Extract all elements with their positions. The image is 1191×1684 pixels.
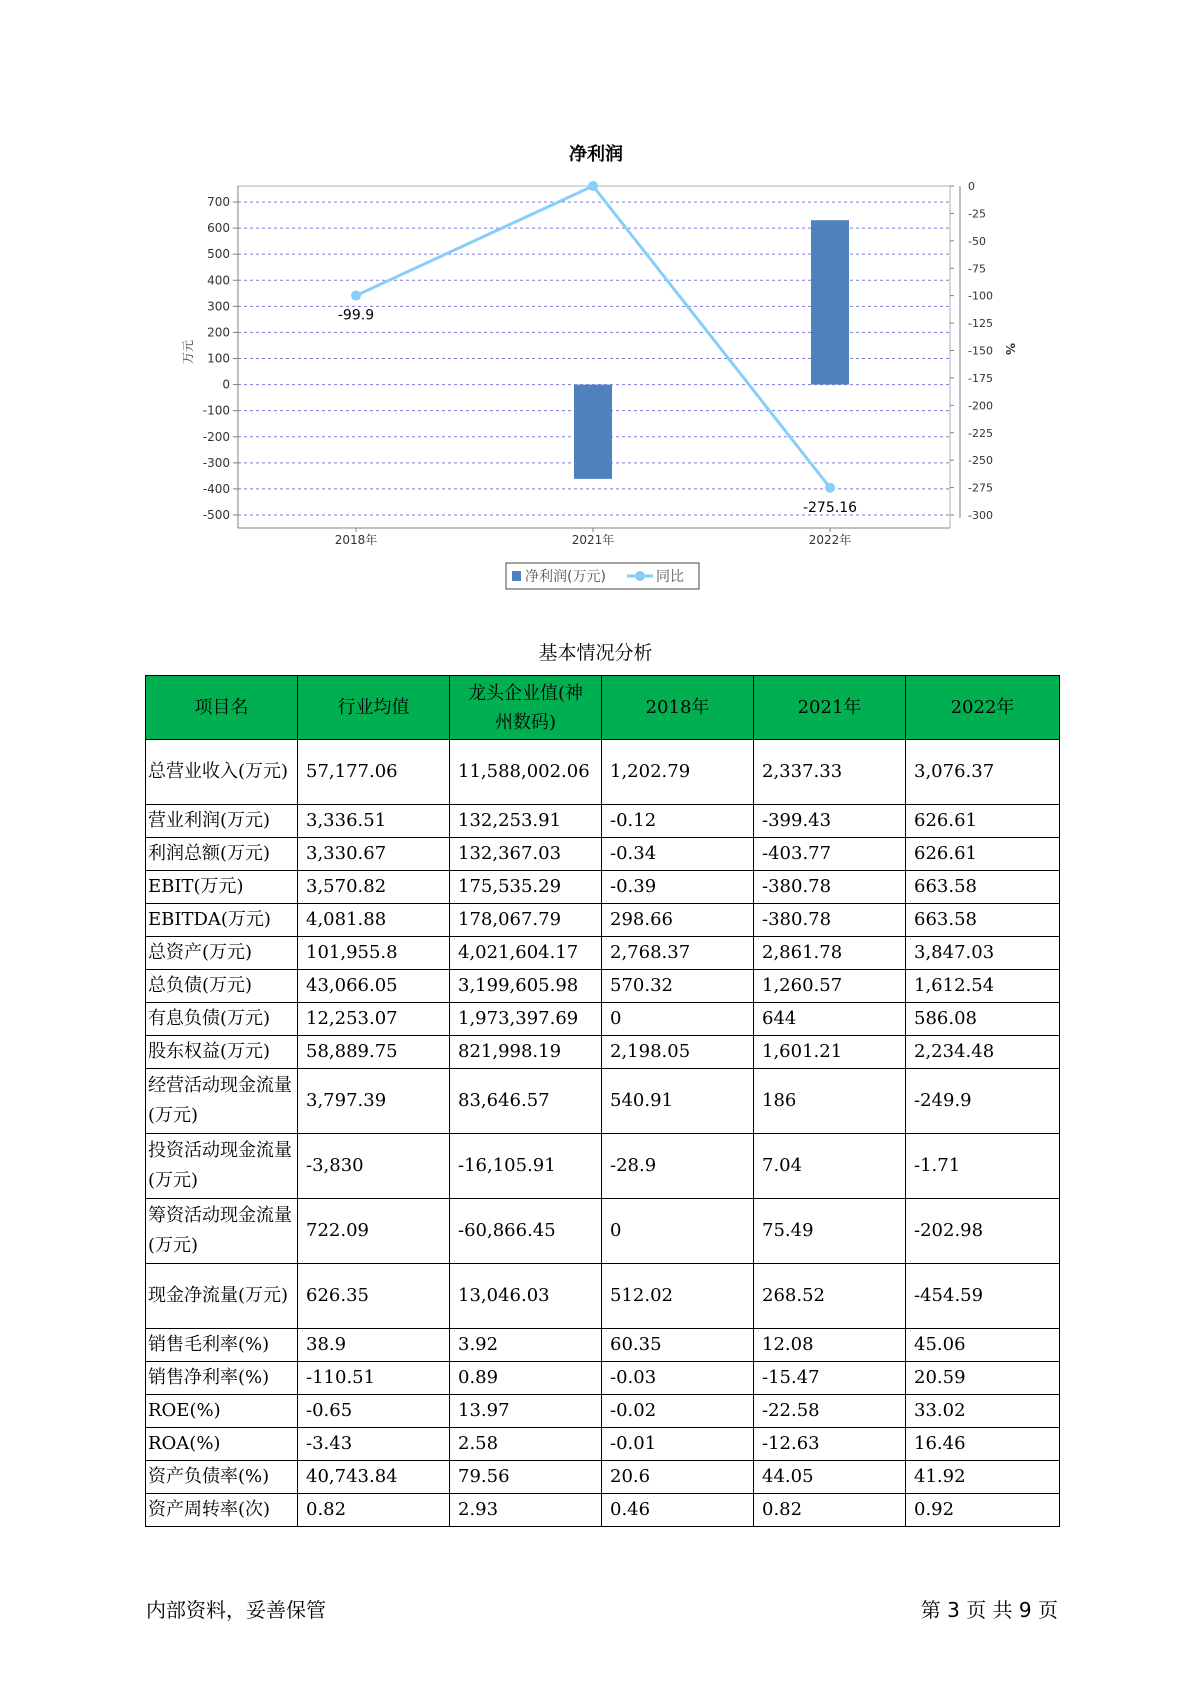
- y2-tick-label: -75: [968, 262, 986, 276]
- table-row: [146, 937, 1060, 970]
- table-row: [146, 1329, 1060, 1362]
- table-cell: 186: [754, 1069, 906, 1134]
- table-cell: 570.32: [602, 970, 754, 1003]
- table-row: [146, 871, 1060, 904]
- table-cell: 40,743.84: [298, 1461, 450, 1494]
- chart-title: 净利润: [569, 144, 623, 165]
- table-cell: -0.03: [602, 1362, 754, 1395]
- row-label: 总营业收入(万元): [146, 740, 298, 805]
- row-label: 经营活动现金流量(万元): [146, 1069, 298, 1134]
- table-cell: 3,330.67: [298, 838, 450, 871]
- table-cell: 57,177.06: [298, 740, 450, 805]
- row-label: 营业利润(万元): [146, 805, 298, 838]
- y-tick-label: 600: [207, 221, 230, 236]
- bar-net-profit: [811, 220, 849, 384]
- table-cell: 132,253.91: [450, 805, 602, 838]
- table-cell: -0.39: [602, 871, 754, 904]
- table-cell: 2.58: [450, 1428, 602, 1461]
- y2-tick-label: -275: [968, 481, 993, 495]
- table-row: [146, 1362, 1060, 1395]
- y-tick-label: 400: [207, 273, 230, 288]
- table-cell: -0.65: [298, 1395, 450, 1428]
- table-cell: 132,367.03: [450, 838, 602, 871]
- y2-tick-label: -125: [968, 317, 993, 331]
- table-cell: 2,768.37: [602, 937, 754, 970]
- table-cell: -110.51: [298, 1362, 450, 1395]
- table-cell: -249.9: [906, 1069, 1060, 1134]
- table-cell: 0: [602, 1199, 754, 1264]
- y-tick-label: -300: [202, 455, 230, 470]
- row-label: 利润总额(万元): [146, 838, 298, 871]
- table-cell: -0.12: [602, 805, 754, 838]
- footer-page-number: 第 3 页 共 9 页: [920, 1598, 1058, 1622]
- table-cell: 3,847.03: [906, 937, 1060, 970]
- table-cell: 43,066.05: [298, 970, 450, 1003]
- table-cell: 4,021,604.17: [450, 937, 602, 970]
- table-cell: -403.77: [754, 838, 906, 871]
- y-tick-label: 300: [207, 299, 230, 314]
- table-cell: 3.92: [450, 1329, 602, 1362]
- table-cell: 2,198.05: [602, 1036, 754, 1069]
- y2-tick-label: -250: [968, 454, 993, 468]
- table-cell: 60.35: [602, 1329, 754, 1362]
- table-cell: 663.58: [906, 904, 1060, 937]
- point-yoy: [351, 291, 361, 301]
- table-row: [146, 904, 1060, 937]
- table-row: [146, 970, 1060, 1003]
- y-axis-title: 万元: [181, 339, 195, 365]
- row-label: 资产周转率(次): [146, 1494, 298, 1527]
- y-tick-label: 200: [207, 325, 230, 340]
- table-cell: -3,830: [298, 1134, 450, 1199]
- row-label: 有息负债(万元): [146, 1003, 298, 1036]
- table-cell: -16,105.91: [450, 1134, 602, 1199]
- table-cell: 75.49: [754, 1199, 906, 1264]
- y2-tick-label: -200: [968, 399, 993, 413]
- table-cell: -28.9: [602, 1134, 754, 1199]
- table-cell: -0.01: [602, 1428, 754, 1461]
- table-cell: 1,973,397.69: [450, 1003, 602, 1036]
- table-cell: 0: [602, 1003, 754, 1036]
- x-tick-label: 2021年: [571, 533, 615, 547]
- table-cell: 298.66: [602, 904, 754, 937]
- row-label: 现金净流量(万元): [146, 1264, 298, 1329]
- table-cell: 3,076.37: [906, 740, 1060, 805]
- table-cell: 2.93: [450, 1494, 602, 1527]
- y-tick-label: 500: [207, 247, 230, 262]
- table-row: [146, 740, 1060, 805]
- table-cell: 512.02: [602, 1264, 754, 1329]
- point-yoy: [825, 483, 835, 493]
- y-tick-label: -500: [202, 508, 230, 522]
- y-tick-label: -400: [202, 481, 230, 496]
- table-cell: 2,861.78: [754, 937, 906, 970]
- y-tick-label: -200: [202, 429, 230, 444]
- table-cell: 38.9: [298, 1329, 450, 1362]
- table-cell: 13.97: [450, 1395, 602, 1428]
- legend-label-yoy: 同比: [656, 569, 684, 585]
- table-row: [146, 1461, 1060, 1494]
- table-row: [146, 1134, 1060, 1199]
- header-leader-value: 龙头企业值(神州数码): [450, 676, 602, 740]
- table-row: [146, 805, 1060, 838]
- legend-label-net-profit: 净利润(万元): [525, 569, 606, 585]
- table-cell: 0.89: [450, 1362, 602, 1395]
- table-cell: 11,588,002.06: [450, 740, 602, 805]
- y2-tick-label: -300: [968, 509, 993, 522]
- y-tick-label: 700: [207, 195, 230, 209]
- header-year-2021: 2021年: [754, 676, 906, 740]
- row-label: 资产负债率(%): [146, 1461, 298, 1494]
- table-row: [146, 1395, 1060, 1428]
- table-cell: 0.82: [298, 1494, 450, 1527]
- table-cell: 83,646.57: [450, 1069, 602, 1134]
- row-label: EBIT(万元): [146, 871, 298, 904]
- table-cell: -3.43: [298, 1428, 450, 1461]
- table-cell: 3,336.51: [298, 805, 450, 838]
- row-label: 投资活动现金流量(万元): [146, 1134, 298, 1199]
- y2-tick-label: -225: [968, 426, 993, 440]
- table-row: [146, 1428, 1060, 1461]
- row-label: 股东权益(万元): [146, 1036, 298, 1069]
- table-cell: -0.34: [602, 838, 754, 871]
- table-cell: 101,955.8: [298, 937, 450, 970]
- table-cell: 20.59: [906, 1362, 1060, 1395]
- y2-tick-label: -175: [968, 371, 993, 385]
- table-cell: -454.59: [906, 1264, 1060, 1329]
- table-row: [146, 1036, 1060, 1069]
- table-caption: 基本情况分析: [538, 642, 653, 664]
- header-year-2022: 2022年: [906, 676, 1060, 740]
- table-cell: 44.05: [754, 1461, 906, 1494]
- table-cell: 0.92: [906, 1494, 1060, 1527]
- point-yoy: [588, 181, 598, 191]
- table-cell: 626.35: [298, 1264, 450, 1329]
- table-cell: 3,199,605.98: [450, 970, 602, 1003]
- y2-tick-label: -150: [968, 344, 993, 358]
- x-tick-label: 2022年: [808, 533, 852, 547]
- chart-legend: [506, 563, 699, 589]
- x-tick-label: 2018年: [334, 533, 378, 547]
- table-row: [146, 1069, 1060, 1134]
- table-cell: 33.02: [906, 1395, 1060, 1428]
- table-cell: 663.58: [906, 871, 1060, 904]
- table-cell: 12,253.07: [298, 1003, 450, 1036]
- table-cell: 0.46: [602, 1494, 754, 1527]
- table-cell: 1,260.57: [754, 970, 906, 1003]
- table-cell: -399.43: [754, 805, 906, 838]
- table-cell: 821,998.19: [450, 1036, 602, 1069]
- table-cell: 0.82: [754, 1494, 906, 1527]
- y2-tick-label: -100: [968, 289, 993, 303]
- table-row: [146, 1264, 1060, 1329]
- net-profit-chart: [0, 0, 1191, 600]
- footer-confidential-note: 内部资料，妥善保管: [146, 1598, 326, 1622]
- data-label-2018: -99.9: [337, 307, 375, 324]
- y2-tick-label: -50: [968, 234, 986, 248]
- table-row: [146, 1494, 1060, 1527]
- table-cell: 58,889.75: [298, 1036, 450, 1069]
- table-cell: 178,067.79: [450, 904, 602, 937]
- table-cell: 586.08: [906, 1003, 1060, 1036]
- table-cell: 1,612.54: [906, 970, 1060, 1003]
- table-cell: 7.04: [754, 1134, 906, 1199]
- data-label-2022: -275.16: [802, 499, 858, 516]
- table-cell: 626.61: [906, 805, 1060, 838]
- table-cell: -15.47: [754, 1362, 906, 1395]
- y-tick-label: 100: [207, 351, 230, 366]
- row-label: 销售毛利率(%): [146, 1329, 298, 1362]
- basic-analysis-table: [145, 675, 1060, 1527]
- table-cell: 2,234.48: [906, 1036, 1060, 1069]
- y-tick-label: -100: [202, 403, 230, 418]
- table-cell: 626.61: [906, 838, 1060, 871]
- y-tick-label: 0: [222, 377, 230, 392]
- row-label: ROE(%): [146, 1395, 298, 1428]
- table-cell: -380.78: [754, 904, 906, 937]
- table-cell: 41.92: [906, 1461, 1060, 1494]
- table-cell: -0.02: [602, 1395, 754, 1428]
- table-cell: 644: [754, 1003, 906, 1036]
- row-label: ROA(%): [146, 1428, 298, 1461]
- bar-net-profit: [574, 385, 612, 479]
- table-cell: -12.63: [754, 1428, 906, 1461]
- header-year-2018: 2018年: [602, 676, 754, 740]
- table-cell: 13,046.03: [450, 1264, 602, 1329]
- table-cell: 3,797.39: [298, 1069, 450, 1134]
- table-header-row: [146, 676, 1060, 740]
- row-label: 销售净利率(%): [146, 1362, 298, 1395]
- table-cell: 540.91: [602, 1069, 754, 1134]
- y2-tick-label: -25: [968, 207, 986, 221]
- table-cell: 79.56: [450, 1461, 602, 1494]
- legend-swatch-point: [635, 571, 645, 581]
- table-row: [146, 1003, 1060, 1036]
- table-cell: 3,570.82: [298, 871, 450, 904]
- row-label: 总资产(万元): [146, 937, 298, 970]
- table-cell: -202.98: [906, 1199, 1060, 1264]
- table-cell: 4,081.88: [298, 904, 450, 937]
- table-cell: 722.09: [298, 1199, 450, 1264]
- table-cell: 175,535.29: [450, 871, 602, 904]
- table-cell: 45.06: [906, 1329, 1060, 1362]
- row-label: 总负债(万元): [146, 970, 298, 1003]
- table-cell: 1,202.79: [602, 740, 754, 805]
- table-row: [146, 838, 1060, 871]
- table-cell: 12.08: [754, 1329, 906, 1362]
- table-cell: 20.6: [602, 1461, 754, 1494]
- y2-tick-label: 0: [968, 180, 975, 193]
- table-cell: -1.71: [906, 1134, 1060, 1199]
- row-label: 筹资活动现金流量(万元): [146, 1199, 298, 1264]
- table-cell: -380.78: [754, 871, 906, 904]
- table-cell: 1,601.21: [754, 1036, 906, 1069]
- table-row: [146, 1199, 1060, 1264]
- table-cell: -60,866.45: [450, 1199, 602, 1264]
- y2-axis-title: %: [1003, 342, 1017, 356]
- row-label: EBITDA(万元): [146, 904, 298, 937]
- legend-swatch-bar: [512, 571, 521, 581]
- header-industry-average: 行业均值: [298, 676, 450, 740]
- table-cell: 16.46: [906, 1428, 1060, 1461]
- header-item-name: 项目名: [146, 676, 298, 740]
- table-cell: 268.52: [754, 1264, 906, 1329]
- table-cell: 2,337.33: [754, 740, 906, 805]
- table-cell: -22.58: [754, 1395, 906, 1428]
